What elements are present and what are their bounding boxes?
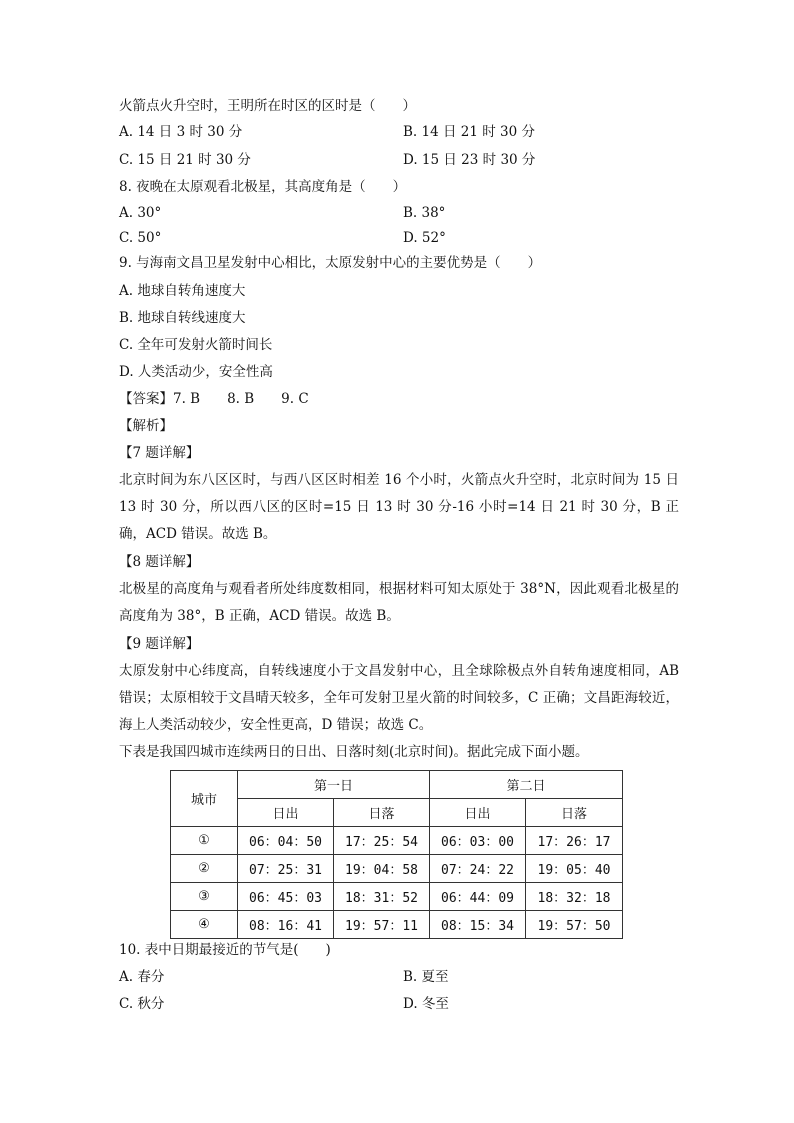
q7-stem: 火箭点火升空时，王明所在时区的区时是（ ） xyxy=(119,98,416,114)
q9-detail-text: 太原发射中心纬度高，自转线速度小于文昌发射中心，且全球除极点外自转角速度相同，AB 错误；太原相较于文昌晴天较多，全年可发射卫星火箭的时间较多，C 正确；文昌距海较近，海上人类活动较少，安全性更高，D 错误；故选 C。 xyxy=(119,663,679,733)
day1-sunset-cell: 18：31：52 xyxy=(334,883,430,911)
day2-sunset-cell: 19：05：40 xyxy=(526,855,623,883)
day2-sunset-cell: 17：26：17 xyxy=(526,827,623,855)
q8-option-c: C. 50° xyxy=(119,230,162,246)
q9-stem: 9. 与海南文昌卫星发射中心相比，太原发射中心的主要优势是（ ） xyxy=(119,255,542,271)
day2-header: 第二日 xyxy=(430,771,623,799)
q10-option-c: C. 秋分 xyxy=(119,996,165,1012)
day2-sunrise-header: 日出 xyxy=(430,799,526,827)
q8-option-a: A. 30° xyxy=(119,205,162,221)
day2-sunset-header: 日落 xyxy=(526,799,623,827)
q7-detail-heading: 【7 题详解】 xyxy=(119,445,200,461)
q7-option-b: B. 14 日 21 时 30 分 xyxy=(403,124,535,140)
analysis-heading: 【解析】 xyxy=(119,418,173,434)
q9-option-c: C. 全年可发射火箭时间长 xyxy=(119,337,273,353)
day1-sunset-cell: 17：25：54 xyxy=(334,827,430,855)
table-intro: 下表是我国四城市连续两日的日出、日落时刻(北京时间)。据此完成下面小题。 xyxy=(119,744,589,760)
q10-option-a: A. 春分 xyxy=(119,969,165,985)
q10-option-b: B. 夏至 xyxy=(403,969,449,985)
table-row xyxy=(171,883,623,911)
city-cell: ④ xyxy=(171,911,238,939)
day2-sunrise-cell: 06：44：09 xyxy=(430,883,526,911)
day1-sunrise-cell: 06：45：03 xyxy=(238,883,334,911)
day2-sunset-cell: 19：57：50 xyxy=(526,911,623,939)
q10-option-d: D. 冬至 xyxy=(403,996,449,1012)
answer-line: 【答案】7. B 8. B 9. C xyxy=(119,391,309,407)
day1-sunrise-cell: 08：16：41 xyxy=(238,911,334,939)
day2-sunrise-cell: 08：15：34 xyxy=(430,911,526,939)
q7-option-a: A. 14 日 3 时 30 分 xyxy=(119,124,243,140)
day1-sunrise-cell: 06：04：50 xyxy=(238,827,334,855)
table-row xyxy=(171,827,623,855)
sunrise-sunset-table xyxy=(170,770,623,939)
q9-option-b: B. 地球自转线速度大 xyxy=(119,310,246,326)
q7-option-c: C. 15 日 21 时 30 分 xyxy=(119,152,251,168)
q8-stem: 8. 夜晚在太原观看北极星，其高度角是（ ） xyxy=(119,179,407,195)
table-row xyxy=(171,855,623,883)
q8-option-d: D. 52° xyxy=(403,230,446,246)
day1-sunrise-header: 日出 xyxy=(238,799,334,827)
q8-detail-heading: 【8 题详解】 xyxy=(119,554,200,570)
table-row xyxy=(171,911,623,939)
day2-sunrise-cell: 06：03：00 xyxy=(430,827,526,855)
q8-detail-text: 北极星的高度角与观看者所处纬度数相同，根据材料可知太原处于 38°N，因此观看北极星的高度角为 38°，B 正确，ACD 错误。故选 B。 xyxy=(119,581,679,624)
q8-option-b: B. 38° xyxy=(403,205,446,221)
city-cell: ③ xyxy=(171,883,238,911)
day2-sunset-cell: 18：32：18 xyxy=(526,883,623,911)
city-header: 城市 xyxy=(171,771,238,827)
day2-sunrise-cell: 07：24：22 xyxy=(430,855,526,883)
q7-detail-text: 北京时间为东八区区时，与西八区区时相差 16 个小时，火箭点火升空时，北京时间为 15 日 13 时 30 分，所以西八区的区时=15 日 13 时 30 分-16 小时=14 日 21 时 30 分，B 正确，ACD 错误。故选 B。 xyxy=(119,472,679,542)
day1-sunrise-cell: 07：25：31 xyxy=(238,855,334,883)
day1-sunset-header: 日落 xyxy=(334,799,430,827)
q10-stem: 10. 表中日期最接近的节气是( ) xyxy=(119,942,331,958)
day1-header: 第一日 xyxy=(238,771,430,799)
city-cell: ① xyxy=(171,827,238,855)
day1-sunset-cell: 19：04：58 xyxy=(334,855,430,883)
q9-option-a: A. 地球自转角速度大 xyxy=(119,283,246,299)
q7-option-d: D. 15 日 23 时 30 分 xyxy=(403,152,536,168)
day1-sunset-cell: 19：57：11 xyxy=(334,911,430,939)
city-cell: ② xyxy=(171,855,238,883)
q9-option-d: D. 人类活动少，安全性高 xyxy=(119,364,273,380)
q9-detail-heading: 【9 题详解】 xyxy=(119,636,200,652)
